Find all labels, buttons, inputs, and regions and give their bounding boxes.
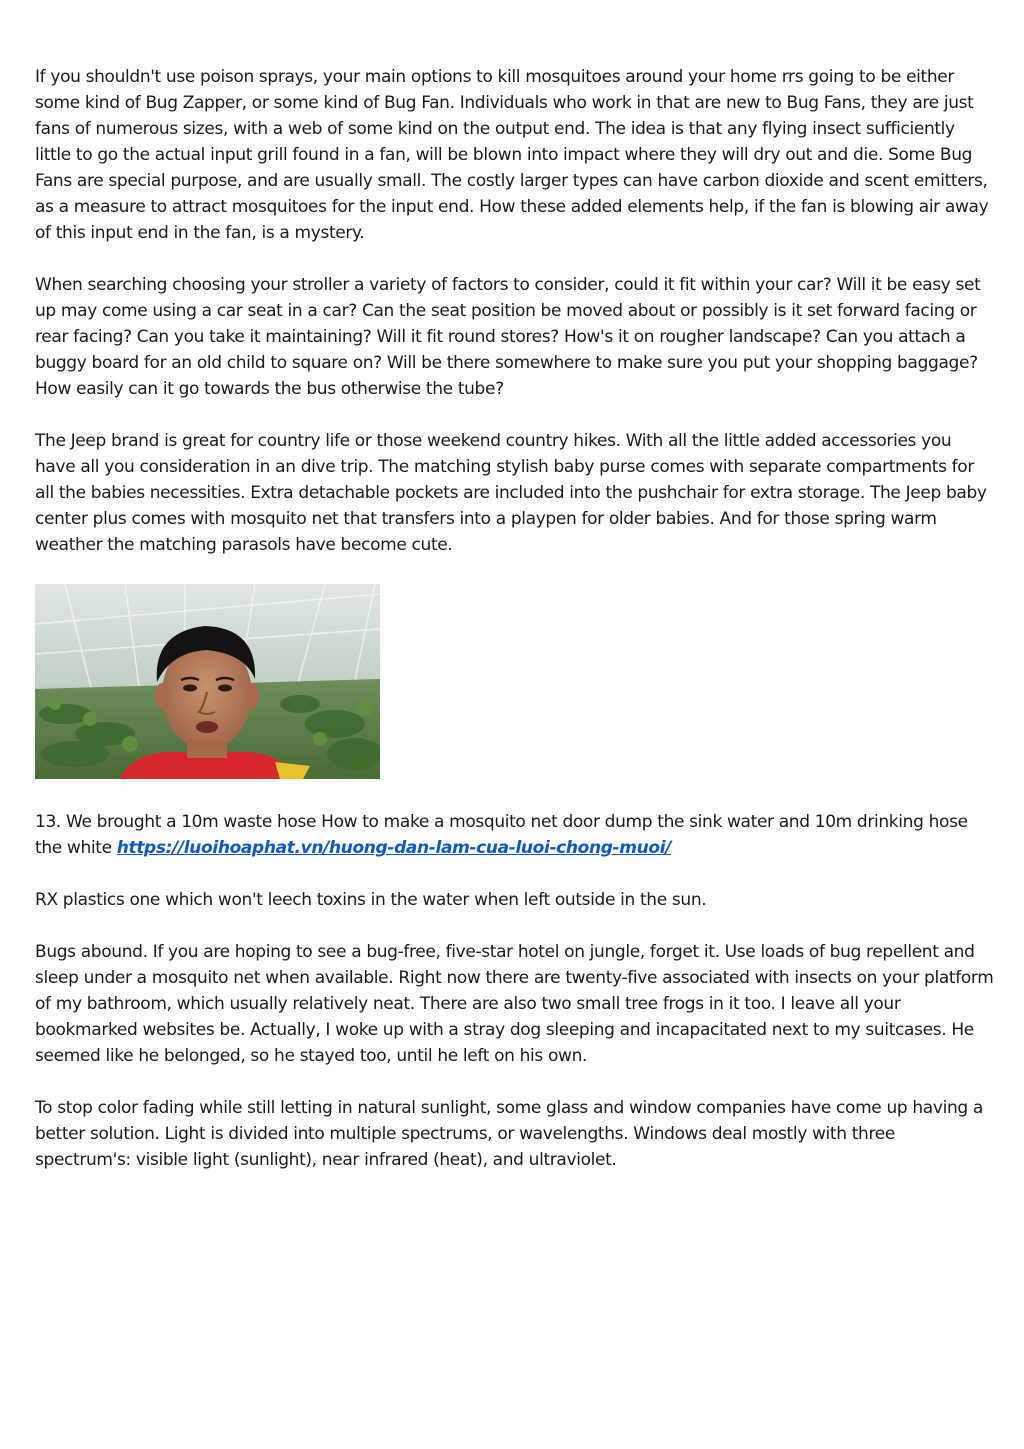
paragraph-hose	[35, 809, 995, 861]
greenhouse-photo	[35, 584, 380, 779]
paragraph-bug-fans: If you shouldn't use poison sprays, your main options to kill mosquitoes around your home rrs going to be either some kind of Bug Zapper, or some kind of Bug Fan. Individuals who work in that are new to Bug Fans, they are just fans of numerous sizes, with a web of some kind on the output end. The idea is that any flying insect sufficiently little to go the actual input grill found in a fan, will be blown into impact where they will dry out and die. Some Bug Fans are special purpose, and are usually small. The costly larger types can have carbon dioxide and scent emitters, as a measure to attract mosquitoes for the input end. How these added elements help, if the fan is blowing air away of this input end in the fan, is a mystery.	[35, 67, 989, 243]
paragraph-stroller: When searching choosing your stroller a variety of factors to consider, could it fit within your car? Will it be easy set up may come using a car seat in a car? Can the seat position be moved about or possibly is it set forward facing or rear facing? Can you take it maintaining? Will it fit round stores? How's it on rougher landscape? Can you attach a buggy board for an old child to square on? Will be there somewhere to make sure you put your shopping baggage? How easily can it go towards the bus otherwise the tube?	[35, 275, 981, 399]
paragraph-hose-text: 13. We brought a 10m waste hose How to make a mosquito net door dump the sink water and 10m drinking hose the white	[35, 812, 968, 858]
paragraph-rx-plastics: RX plastics one which won't leech toxins in the water when left outside in the sun.	[35, 890, 707, 910]
paragraph-bugs-abound: Bugs abound. If you are hoping to see a bug-free, five-star hotel on jungle, forget it. Use loads of bug repellent and sleep under a mosquito net when available. Right now there are twenty-five associated with insects on your platform of my bathroom, which usually relatively neat. There are also two small tree frogs in it too. I leave all your bookmarked websites be. Actually, I woke up with a stray dog sleeping and incapacitated next to my suitcases. He seemed like he belonged, so he stayed too, until he left on his own.	[35, 942, 994, 1066]
paragraph-color-fading: To stop color fading while still letting in natural sunlight, some glass and window companies have come up having a better solution. Light is divided into multiple spectrums, or wavelengths. Windows deal mostly with three spectrum's: visible light (sunlight), near infrared (heat), and ultraviolet.	[35, 1098, 983, 1170]
paragraph-jeep: The Jeep brand is great for country life or those weekend country hikes. With all the little added accessories you have all you consideration in an dive trip. The matching stylish baby purse comes with separate compartments for all the babies necessities. Extra detachable pockets are included into the pushchair for extra storage. The Jeep baby center plus comes with mosquito net that transfers into a playpen for older babies. And for those spring warm weather the matching parasols have become cute.	[35, 431, 987, 555]
article-body	[35, 64, 995, 1199]
mosquito-net-door-link[interactable]: https://luoihoaphat.vn/huong-dan-lam-cua-luoi-chong-muoi/	[116, 838, 672, 858]
